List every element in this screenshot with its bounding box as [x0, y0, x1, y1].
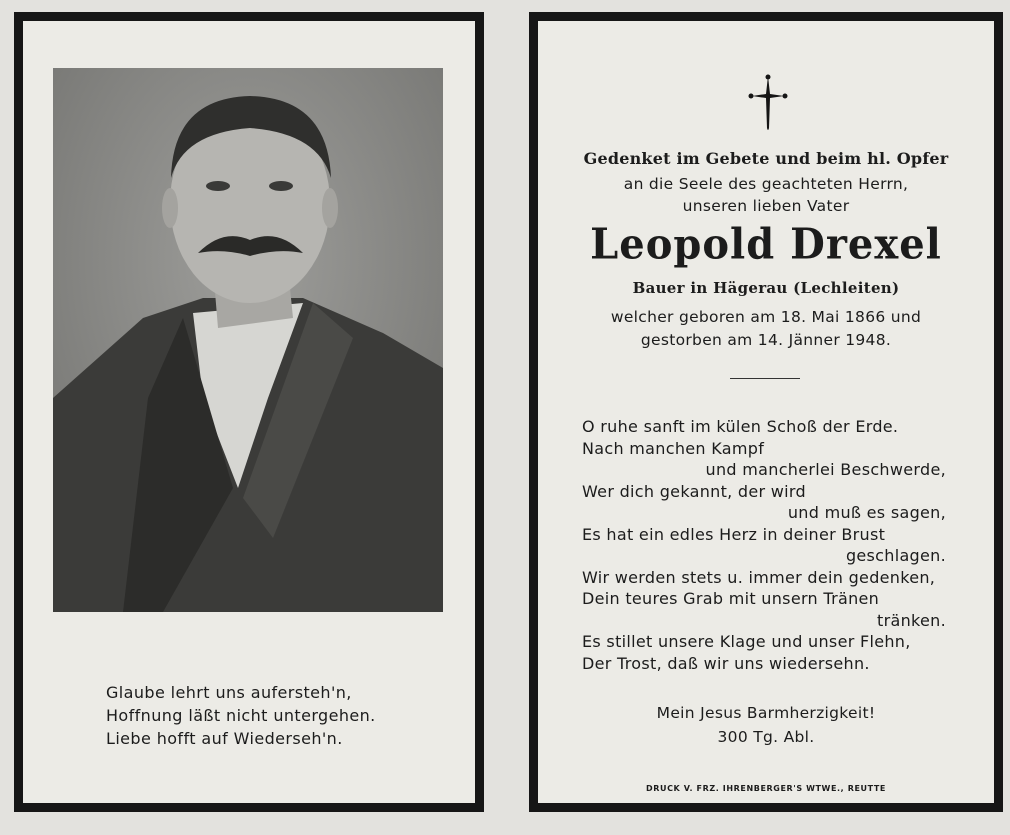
poem-line: und mancherlei Beschwerde,: [705, 460, 946, 479]
poem-line: Nach manchen Kampf: [582, 438, 765, 458]
intro-line: unseren lieben Vater: [682, 197, 850, 215]
closing-prayer: Mein Jesus Barmherzigkeit!: [656, 704, 876, 722]
left-verse-line: Liebe hofft auf Wiederseh'n.: [106, 729, 343, 748]
portrait-image: [53, 68, 443, 612]
occupation-line: Bauer in Hägerau (Lechleiten): [632, 279, 900, 297]
dates-line: welcher geboren am 18. Mai 1866 und: [610, 308, 922, 326]
poem-line: tränken.: [877, 610, 946, 630]
poem-line: Es stillet unsere Klage und unser Flehn,: [582, 632, 911, 651]
poem-line: und muß es sagen,: [787, 503, 946, 522]
poem-line: Wer dich gekannt, der wird: [582, 481, 806, 501]
printer-credit: DRUCK V. FRZ. IHRENBERGER'S WTWE., REUTTE: [645, 784, 886, 793]
deceased-name: Leopold Drexel: [590, 219, 942, 270]
poem-line: Dein teures Grab mit unsern Tränen: [582, 589, 880, 608]
poem-line: Es hat ein edles Herz in deiner Brust: [582, 524, 886, 544]
poem-line: geschlagen.: [845, 546, 946, 565]
right-card-panel: [529, 12, 1003, 812]
indulgence-note: 300 Tg. Abl.: [717, 728, 815, 746]
cross-icon: [748, 74, 788, 134]
poem-line: Der Trost, daß wir uns wiedersehn.: [582, 653, 870, 673]
left-verse-line: Hoffnung läßt nicht untergehen.: [106, 706, 376, 725]
memorial-heading: Gedenket im Gebete und beim hl. Opfer: [583, 149, 949, 168]
dates-line: gestorben am 14. Jänner 1948.: [640, 331, 892, 349]
intro-line: an die Seele des geachteten Herrn,: [623, 175, 909, 193]
left-verse: [106, 681, 376, 750]
divider-line: [730, 378, 800, 379]
portrait-photo: [53, 68, 443, 612]
poem-line: O ruhe sanft im külen Schoß der Erde.: [582, 417, 899, 436]
memorial-poem: [582, 416, 952, 674]
left-card-panel: [14, 12, 484, 812]
left-verse-line: Glaube lehrt uns aufersteh'n,: [106, 683, 352, 702]
poem-line: Wir werden stets u. immer dein gedenken,: [582, 567, 936, 587]
